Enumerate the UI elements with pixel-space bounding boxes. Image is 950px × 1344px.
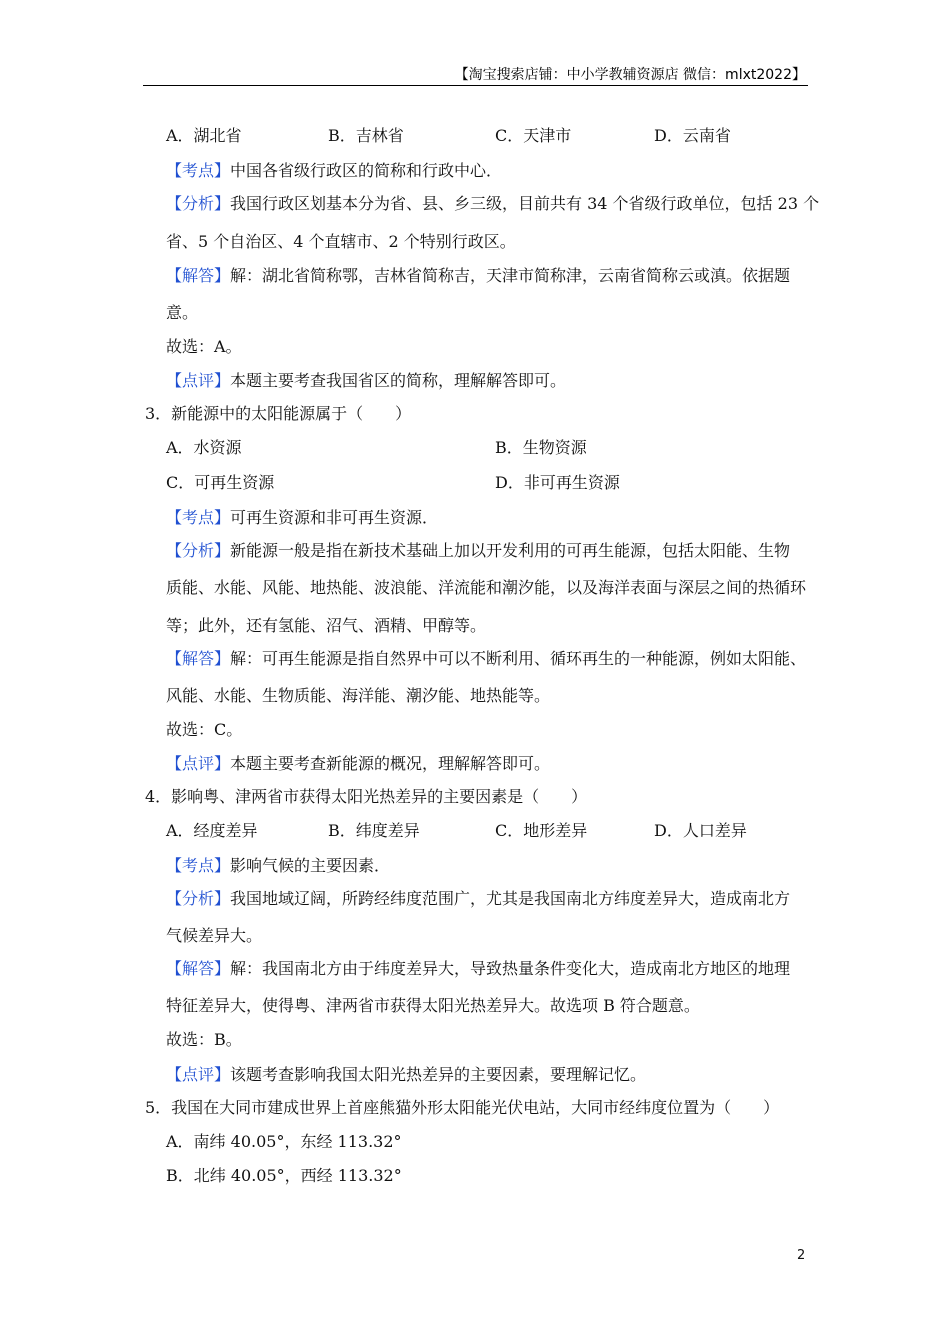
dianping-text: 本题主要考查新能源的概况，理解解答即可。: [230, 754, 551, 773]
fenxi-text: 新能源一般是指在新技术基础上加以开发利用的可再生能源，包括太阳能、生物: [230, 541, 791, 560]
jieda-text: 解：可再生能源是指自然界中可以不断利用、循环再生的一种能源，例如太阳能、: [230, 649, 807, 668]
q3-answer: 故选：C。: [166, 720, 243, 739]
q4-jieda: [166, 958, 790, 980]
kaodian-tag: 【考点】: [166, 856, 231, 875]
q2-option-d: D．云南省: [654, 126, 731, 145]
header-rule: [143, 85, 808, 86]
jieda-tag: 【解答】: [166, 649, 231, 668]
q2-option-c: C．天津市: [495, 126, 572, 145]
q3-option-c: C．可再生资源: [166, 473, 275, 492]
q5-stem: 5．我国在大同市建成世界上首座熊猫外形太阳能光伏电站，大同市经纬度位置为（ ）: [145, 1098, 780, 1117]
jieda-text: 解：我国南北方由于纬度差异大，导致热量条件变化大，造成南北方地区的地理: [230, 959, 791, 978]
q4-fenxi: [166, 888, 790, 910]
page-header: 【淘宝搜索店铺：中小学教辅资源店 微信：mlxt2022】: [454, 67, 806, 83]
jieda-text: 解：湖北省简称鄂，吉林省简称吉，天津市简称津，云南省简称云或滇。依据题: [230, 266, 791, 285]
page-number: 2: [797, 1248, 806, 1263]
fenxi-tag: 【分析】: [166, 889, 231, 908]
dianping-text: 该题考查影响我国太阳光热差异的主要因素，要理解记忆。: [230, 1065, 647, 1084]
kaodian-text: 中国各省级行政区的简称和行政中心．: [230, 161, 503, 180]
q3-fenxi-cont2: 等；此外，还有氢能、沼气、酒精、甲醇等。: [166, 616, 487, 635]
q3-option-d: D．非可再生资源: [495, 473, 620, 492]
q2-answer: 故选：A。: [166, 337, 242, 356]
q4-option-b: B．纬度差异: [328, 821, 420, 840]
fenxi-text: 我国地域辽阔，所跨经纬度范围广，尤其是我国南北方纬度差异大，造成南北方: [230, 889, 791, 908]
kaodian-tag: 【考点】: [166, 508, 231, 527]
q4-fenxi-cont: 气候差异大。: [166, 926, 263, 945]
dianping-tag: 【点评】: [166, 754, 231, 773]
q3-option-a: A．水资源: [166, 438, 242, 457]
q4-dianping: [166, 1064, 646, 1086]
q3-stem: 3．新能源中的太阳能源属于（ ）: [145, 404, 412, 423]
jieda-tag: 【解答】: [166, 266, 231, 285]
q2-option-a: A．湖北省: [166, 126, 242, 145]
q3-dianping: [166, 753, 550, 775]
q2-jieda: [166, 265, 790, 287]
q5-option-a: A．南纬 40.05°，东经 113.32°: [166, 1132, 402, 1151]
q3-jieda-cont: 风能、水能、生物质能、海洋能、潮汐能、地热能等。: [166, 686, 551, 705]
q4-stem: 4．影响粤、津两省市获得太阳光热差异的主要因素是（ ）: [145, 787, 588, 806]
kaodian-text: 影响气候的主要因素．: [230, 856, 391, 875]
q4-answer: 故选：B。: [166, 1030, 242, 1049]
q2-jieda-cont: 意。: [166, 303, 199, 322]
dianping-tag: 【点评】: [166, 371, 231, 390]
q2-dianping: [166, 370, 566, 392]
q5-option-b: B．北纬 40.05°，西经 113.32°: [166, 1166, 402, 1185]
fenxi-text: 我国行政区划基本分为省、县、乡三级，目前共有 34 个省级行政单位，包括 23 个: [230, 194, 820, 213]
q2-fenxi-cont: 省、5 个自治区、4 个直辖市、2 个特别行政区。: [166, 232, 516, 251]
fenxi-tag: 【分析】: [166, 194, 231, 213]
kaodian-tag: 【考点】: [166, 161, 231, 180]
jieda-tag: 【解答】: [166, 959, 231, 978]
q2-kaodian: [166, 160, 502, 182]
kaodian-text: 可再生资源和非可再生资源．: [230, 508, 439, 527]
q3-jieda: [166, 648, 806, 670]
q4-option-c: C．地形差异: [495, 821, 588, 840]
q4-option-a: A．经度差异: [166, 821, 258, 840]
fenxi-tag: 【分析】: [166, 541, 231, 560]
q2-option-b: B．吉林省: [328, 126, 404, 145]
q3-option-b: B．生物资源: [495, 438, 587, 457]
q2-fenxi: [166, 193, 819, 215]
q4-kaodian: [166, 855, 390, 877]
q3-kaodian: [166, 507, 438, 529]
dianping-text: 本题主要考查我国省区的简称，理解解答即可。: [230, 371, 567, 390]
q3-fenxi-cont1: 质能、水能、风能、地热能、波浪能、洋流能和潮汐能，以及海洋表面与深层之间的热循环: [166, 578, 807, 597]
dianping-tag: 【点评】: [166, 1065, 231, 1084]
q4-option-d: D．人口差异: [654, 821, 747, 840]
q4-jieda-cont: 特征差异大，使得粤、津两省市获得太阳光热差异大。故选项 B 符合题意。: [166, 996, 700, 1015]
q3-fenxi: [166, 540, 790, 562]
